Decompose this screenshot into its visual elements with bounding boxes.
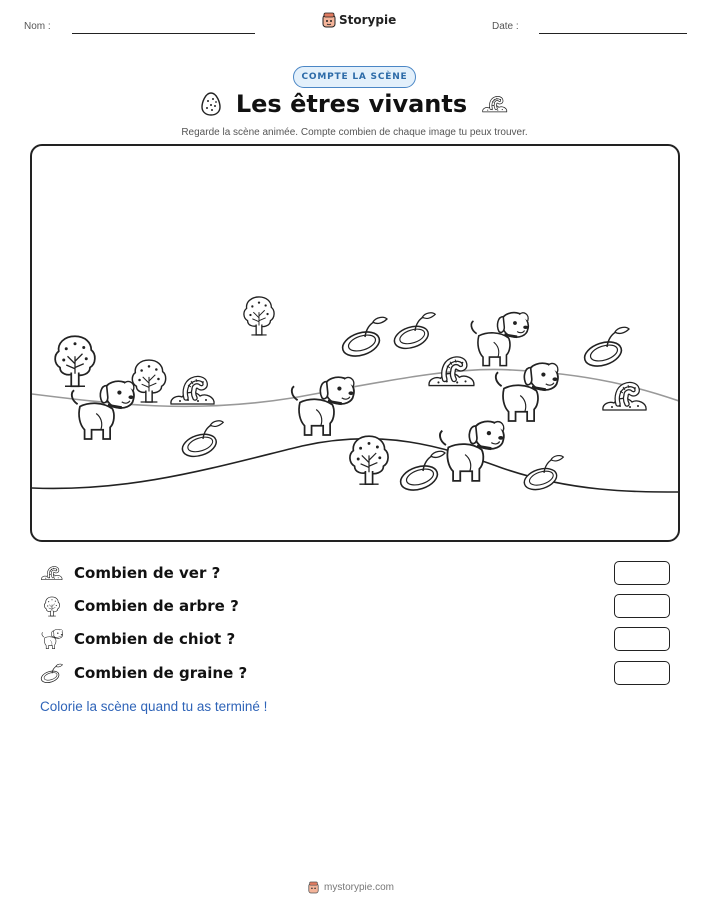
puppy-icon xyxy=(471,313,528,366)
question-label: Combien de ver ? xyxy=(74,564,221,582)
question-label: Combien de graine ? xyxy=(74,664,248,682)
site-url[interactable]: mystorypie.com xyxy=(324,882,395,893)
worm-icon xyxy=(40,562,64,584)
question-label: Combien de arbre ? xyxy=(74,597,239,615)
counting-scene xyxy=(30,144,680,542)
puppy-icon xyxy=(72,381,134,439)
question-row-puppy xyxy=(40,627,670,651)
seed-icon xyxy=(582,327,629,370)
puppy-icon xyxy=(40,628,64,650)
brand-logo xyxy=(322,12,396,28)
egg-icon xyxy=(200,91,222,117)
tree-icon xyxy=(55,336,95,386)
question-row-seed xyxy=(40,661,670,685)
tree-icon xyxy=(350,436,388,484)
title-row xyxy=(0,90,709,118)
worm-icon xyxy=(429,359,474,385)
storypie-mascot-icon xyxy=(322,12,336,28)
question-row-tree xyxy=(40,594,670,618)
scene-illustration xyxy=(32,146,680,542)
seed-icon xyxy=(392,313,436,353)
tree-icon xyxy=(244,297,274,335)
puppy-icon xyxy=(496,363,558,421)
answer-box-tree[interactable] xyxy=(614,594,670,618)
seed-icon xyxy=(522,456,564,494)
answer-box-seed[interactable] xyxy=(614,661,670,685)
puppy-icon xyxy=(292,377,354,435)
question-row-worm xyxy=(40,561,670,585)
activity-badge: COMPTE LA SCÈNE xyxy=(293,66,416,88)
site-footer xyxy=(308,881,394,894)
storypie-mascot-icon xyxy=(308,881,319,894)
coloring-instruction: Colorie la scène quand tu as terminé ! xyxy=(40,699,268,714)
worm-icon xyxy=(481,93,509,115)
date-label: Date : xyxy=(492,21,519,32)
instructions: Regarde la scène animée. Compte combien de chaque image tu peux trouver. xyxy=(181,127,528,138)
seed-icon xyxy=(180,421,224,461)
page-title: Les êtres vivants xyxy=(235,90,468,118)
seed-icon xyxy=(40,662,64,684)
tree-icon xyxy=(40,595,64,617)
brand-name: Storypie xyxy=(339,13,397,27)
worm-icon xyxy=(171,379,214,404)
question-label: Combien de chiot ? xyxy=(74,630,236,648)
date-field[interactable] xyxy=(539,33,687,34)
puppy-icon xyxy=(440,421,504,480)
worm-icon xyxy=(603,385,646,410)
answer-box-worm[interactable] xyxy=(614,561,670,585)
name-field[interactable] xyxy=(72,33,255,34)
tree-icon xyxy=(132,360,165,402)
seed-icon xyxy=(398,451,445,494)
name-label: Nom : xyxy=(24,21,51,32)
seed-icon xyxy=(340,317,387,360)
answer-box-puppy[interactable] xyxy=(614,627,670,651)
